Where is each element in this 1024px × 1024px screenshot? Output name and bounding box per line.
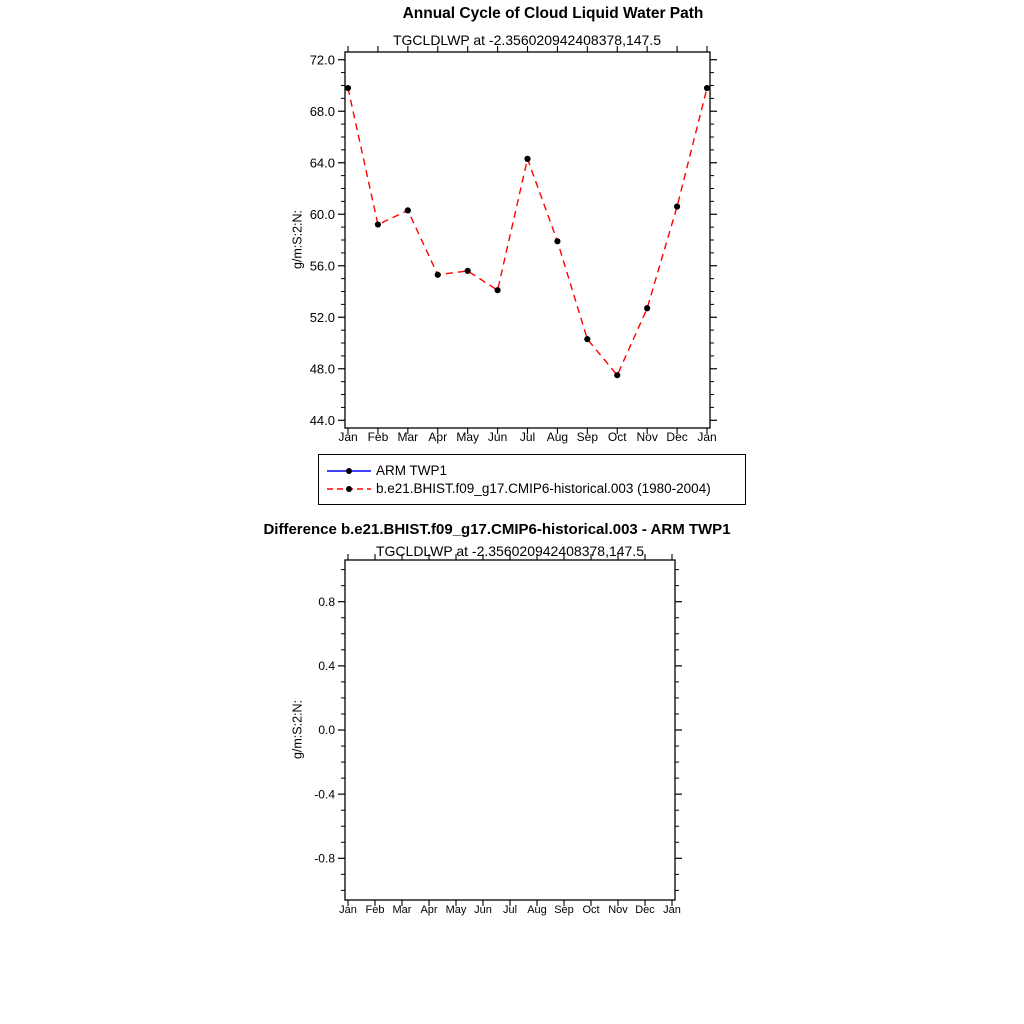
data-point	[674, 203, 680, 209]
x-tick-label: Apr	[420, 904, 438, 916]
y-tick-label: 0.4	[318, 659, 335, 674]
y-tick-label: 0.8	[318, 594, 335, 609]
plot-box	[345, 560, 675, 900]
x-tick-label: Aug	[546, 430, 569, 444]
y-tick-label: 56.0	[309, 258, 335, 274]
x-tick-label: Jul	[519, 430, 536, 444]
data-point	[584, 336, 590, 342]
chart2-y-axis-label: g/m:S:2:N:	[290, 699, 305, 760]
x-tick-label: Jan	[338, 430, 358, 444]
x-tick-label: Feb	[365, 904, 385, 916]
plot-box	[345, 52, 710, 428]
y-tick-label: -0.4	[314, 787, 335, 802]
x-tick-label: Jan	[697, 430, 717, 444]
data-point	[494, 287, 500, 293]
y-tick-label: 52.0	[309, 309, 335, 325]
chart-1-plot	[310, 46, 717, 444]
data-point	[554, 238, 560, 244]
x-tick-label: Jun	[487, 430, 508, 444]
x-tick-label: Sep	[576, 430, 599, 444]
legend-label-model: b.e21.BHIST.f09_g17.CMIP6-historical.003 (1980-2004)	[376, 481, 711, 496]
legend-line-sample-dashed	[325, 483, 373, 495]
legend-label-arm-twp1: ARM TWP1	[376, 463, 448, 478]
x-tick-label: Mar	[392, 904, 412, 916]
y-tick-label: 48.0	[309, 361, 335, 377]
chart2-subtitle: TGCLDLWP at -2.356020942408378,147.5	[375, 543, 644, 559]
x-tick-label: May	[456, 430, 480, 444]
x-tick-label: Aug	[527, 904, 547, 916]
data-point	[435, 272, 441, 278]
legend-item-arm-twp1	[325, 463, 739, 478]
x-tick-label: Nov	[608, 904, 628, 916]
x-tick-label: Jun	[474, 904, 492, 916]
series-line	[348, 88, 707, 375]
legend-item-model	[325, 481, 739, 496]
x-tick-label: Oct	[607, 430, 627, 444]
legend-box	[318, 454, 746, 505]
chart1-subtitle: TGCLDLWP at -2.356020942408378,147.5	[392, 32, 661, 48]
y-tick-label: 0.0	[318, 723, 335, 738]
x-tick-label: Apr	[428, 430, 448, 444]
chart-2-plot	[314, 554, 682, 916]
y-tick-label: 60.0	[309, 206, 335, 222]
legend-line-sample-solid	[325, 465, 373, 477]
x-tick-label: Nov	[636, 430, 658, 444]
y-tick-label: 68.0	[309, 103, 335, 119]
x-tick-label: Sep	[554, 904, 574, 916]
x-tick-label: May	[445, 904, 467, 916]
x-tick-label: Dec	[666, 430, 688, 444]
x-tick-label: Feb	[367, 430, 389, 444]
x-tick-label: Dec	[635, 904, 655, 916]
y-tick-label: 64.0	[309, 155, 335, 171]
data-point	[465, 268, 471, 274]
x-tick-label: Mar	[397, 430, 419, 444]
y-tick-label: 44.0	[309, 412, 335, 428]
x-tick-label: Jul	[502, 904, 518, 916]
chart1-y-axis-label: g/m:S:2:N:	[290, 209, 305, 270]
data-point	[704, 85, 710, 91]
data-point	[524, 156, 530, 162]
data-point	[644, 305, 650, 311]
chart2-title: Difference b.e21.BHIST.f09_g17.CMIP6-historical.003 - ARM TWP1	[263, 521, 731, 538]
x-tick-label: Jan	[339, 904, 357, 916]
x-tick-label: Jan	[663, 904, 681, 916]
data-point	[614, 372, 620, 378]
data-point	[345, 85, 351, 91]
chart1-title: Annual Cycle of Cloud Liquid Water Path	[402, 5, 704, 22]
data-point	[405, 207, 411, 213]
data-point	[375, 221, 381, 227]
x-tick-label: Oct	[582, 904, 600, 916]
y-tick-label: -0.8	[314, 851, 335, 866]
y-tick-label: 72.0	[309, 52, 335, 68]
